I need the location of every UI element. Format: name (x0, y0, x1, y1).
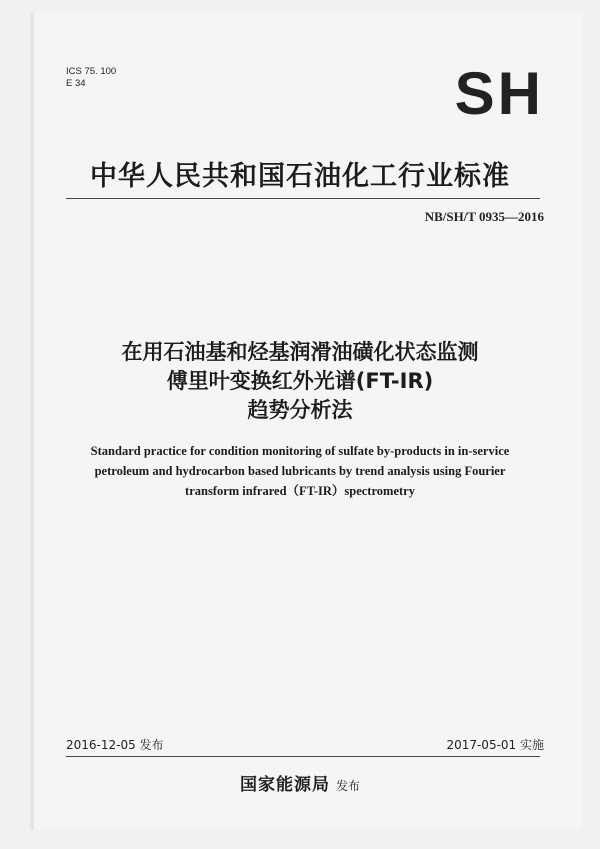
header-divider (66, 198, 540, 199)
chinese-title-line-3: 趋势分析法 (247, 398, 353, 422)
english-title (60, 441, 540, 501)
issue-date: 2016-12-05 发布 (66, 738, 164, 752)
ics-code: ICS 75. 100 (66, 66, 117, 77)
chinese-title-line-2: 傅里叶变换红外光谱(FT-IR) (166, 369, 434, 393)
implementation-date: 2017-05-01 实施 (446, 738, 544, 752)
standard-type-title: 中华人民共和国石油化工行业标准 (90, 161, 510, 192)
chinese-title (0, 338, 600, 425)
chinese-title-line-1: 在用石油基和烃基润滑油磺化状态监测 (121, 340, 479, 364)
standard-number: NB/SH/T 0935—2016 (424, 209, 544, 224)
standard-mark: SH (454, 60, 544, 127)
publisher-line (0, 770, 600, 795)
classification-block (66, 66, 116, 90)
english-title-line-1: Standard practice for condition monitoring of sulfate by-products in in-service (90, 444, 510, 458)
publisher-name: 国家能源局 (239, 775, 330, 795)
classification-code: E 34 (66, 78, 86, 89)
footer-divider (66, 756, 540, 757)
english-title-line-2: petroleum and hydrocarbon based lubricants by trend analysis using Fourier (94, 464, 506, 478)
publisher-suffix: 发布 (335, 779, 360, 793)
english-title-line-3: transform infrared（FT-IR）spectrometry (185, 484, 415, 498)
